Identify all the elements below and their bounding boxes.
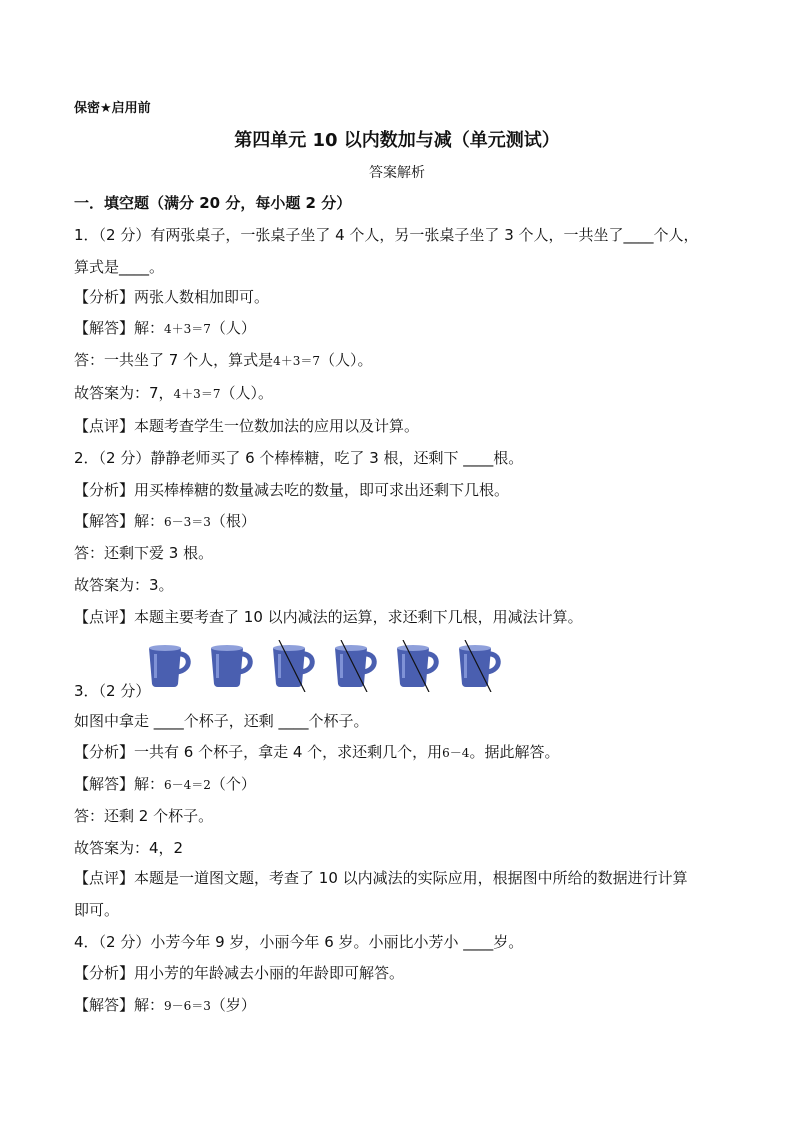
q1-final-formula: 4＋3＝7 [173, 387, 221, 401]
crossed-cup-icon [459, 640, 498, 692]
q1-solution-formula: 4＋3＝7 [164, 322, 211, 336]
q3-label: 3．（2 分） [74, 682, 151, 700]
q2-final-answer: 故答案为：3。 [74, 576, 174, 594]
page-subtitle: 答案解析 [369, 165, 425, 181]
q4-solution-formula: 9－6＝3 [164, 999, 211, 1013]
q2-text: 2．（2 分）静静老师买了 6 个棒棒糖，吃了 3 根，还剩下 ____根。 [74, 449, 524, 467]
q1-answer-prefix: 答：一共坐了 7 个人，算式是 [74, 351, 274, 369]
q3-question: 如图中拿走 ____个杯子，还剩 ____个杯子。 [74, 712, 369, 730]
q1-solution-prefix: 【解答】解： [74, 319, 165, 337]
q1-answer-formula: 4＋3＝7 [273, 354, 320, 368]
q1-analysis: 【分析】两张人数相加即可。 [74, 288, 270, 306]
q3-final-answer: 故答案为：4，2 [74, 839, 184, 857]
q1-solution [74, 318, 256, 339]
q2-solution [74, 511, 256, 532]
cups-figure [147, 640, 507, 692]
q4-analysis: 【分析】用小芳的年龄减去小丽的年龄即可解答。 [74, 964, 405, 982]
crossed-cup-icon [397, 640, 436, 692]
q3-solution [74, 774, 256, 795]
q1-comment: 【点评】本题考查学生一位数加法的应用以及计算。 [74, 417, 420, 435]
q1-final-suffix: （人）。 [220, 384, 273, 402]
q3-comment-line2: 即可。 [74, 901, 120, 919]
q2-comment: 【点评】本题主要考查了 10 以内减法的运算，求还剩下几根，用减法计算。 [74, 608, 583, 626]
q2-solution-prefix: 【解答】解： [74, 512, 165, 530]
q3-analysis [74, 742, 559, 763]
crossed-cup-icon [273, 640, 312, 692]
q3-solution-prefix: 【解答】解： [74, 775, 165, 793]
q1-text-line2: 算式是____。 [74, 258, 165, 276]
q3-answer: 答：还剩 2 个杯子。 [74, 807, 214, 825]
q3-analysis-suffix: 。据此解答。 [469, 743, 560, 761]
section-heading: 一．填空题（满分 20 分，每小题 2 分） [74, 194, 352, 212]
cup-icon [149, 645, 188, 687]
q1-final-prefix: 故答案为：7， [74, 384, 174, 402]
q4-text: 4．（2 分）小芳今年 9 岁，小丽今年 6 岁。小丽比小芳小 ____岁。 [74, 933, 524, 951]
q3-analysis-formula: 6－4 [442, 746, 470, 760]
q4-solution-unit: （岁） [210, 996, 256, 1014]
q3-analysis-prefix: 【分析】一共有 6 个杯子，拿走 4 个，求还剩几个，用 [74, 743, 443, 761]
q1-text-line1: 1．（2 分）有两张桌子，一张桌子坐了 4 个人，另一张桌子坐了 3 个人，一共坐了____个人， [74, 226, 699, 244]
q3-solution-formula: 6－4＝2 [164, 778, 211, 792]
cup-icon [211, 645, 250, 687]
q3-comment-line1: 【点评】本题是一道图文题，考查了 10 以内减法的实际应用，根据图中所给的数据进行计算 [74, 869, 688, 887]
q2-answer: 答：还剩下爱 3 根。 [74, 544, 214, 562]
confidential-label: 保密★启用前 [74, 101, 151, 116]
q3-solution-unit: （个） [210, 775, 256, 793]
q4-solution-prefix: 【解答】解： [74, 996, 165, 1014]
q4-solution [74, 995, 256, 1016]
crossed-cup-icon [335, 640, 374, 692]
page-title: 第四单元 10 以内数加与减（单元测试） [234, 130, 560, 151]
q2-solution-formula: 6－3＝3 [164, 515, 211, 529]
q1-answer [74, 350, 373, 371]
q2-solution-unit: （根） [210, 512, 256, 530]
q1-answer-suffix: （人）。 [320, 351, 373, 369]
q1-final-answer [74, 383, 273, 404]
q1-solution-unit: （人） [210, 319, 256, 337]
q2-analysis: 【分析】用买棒棒糖的数量减去吃的数量，即可求出还剩下几根。 [74, 481, 510, 499]
